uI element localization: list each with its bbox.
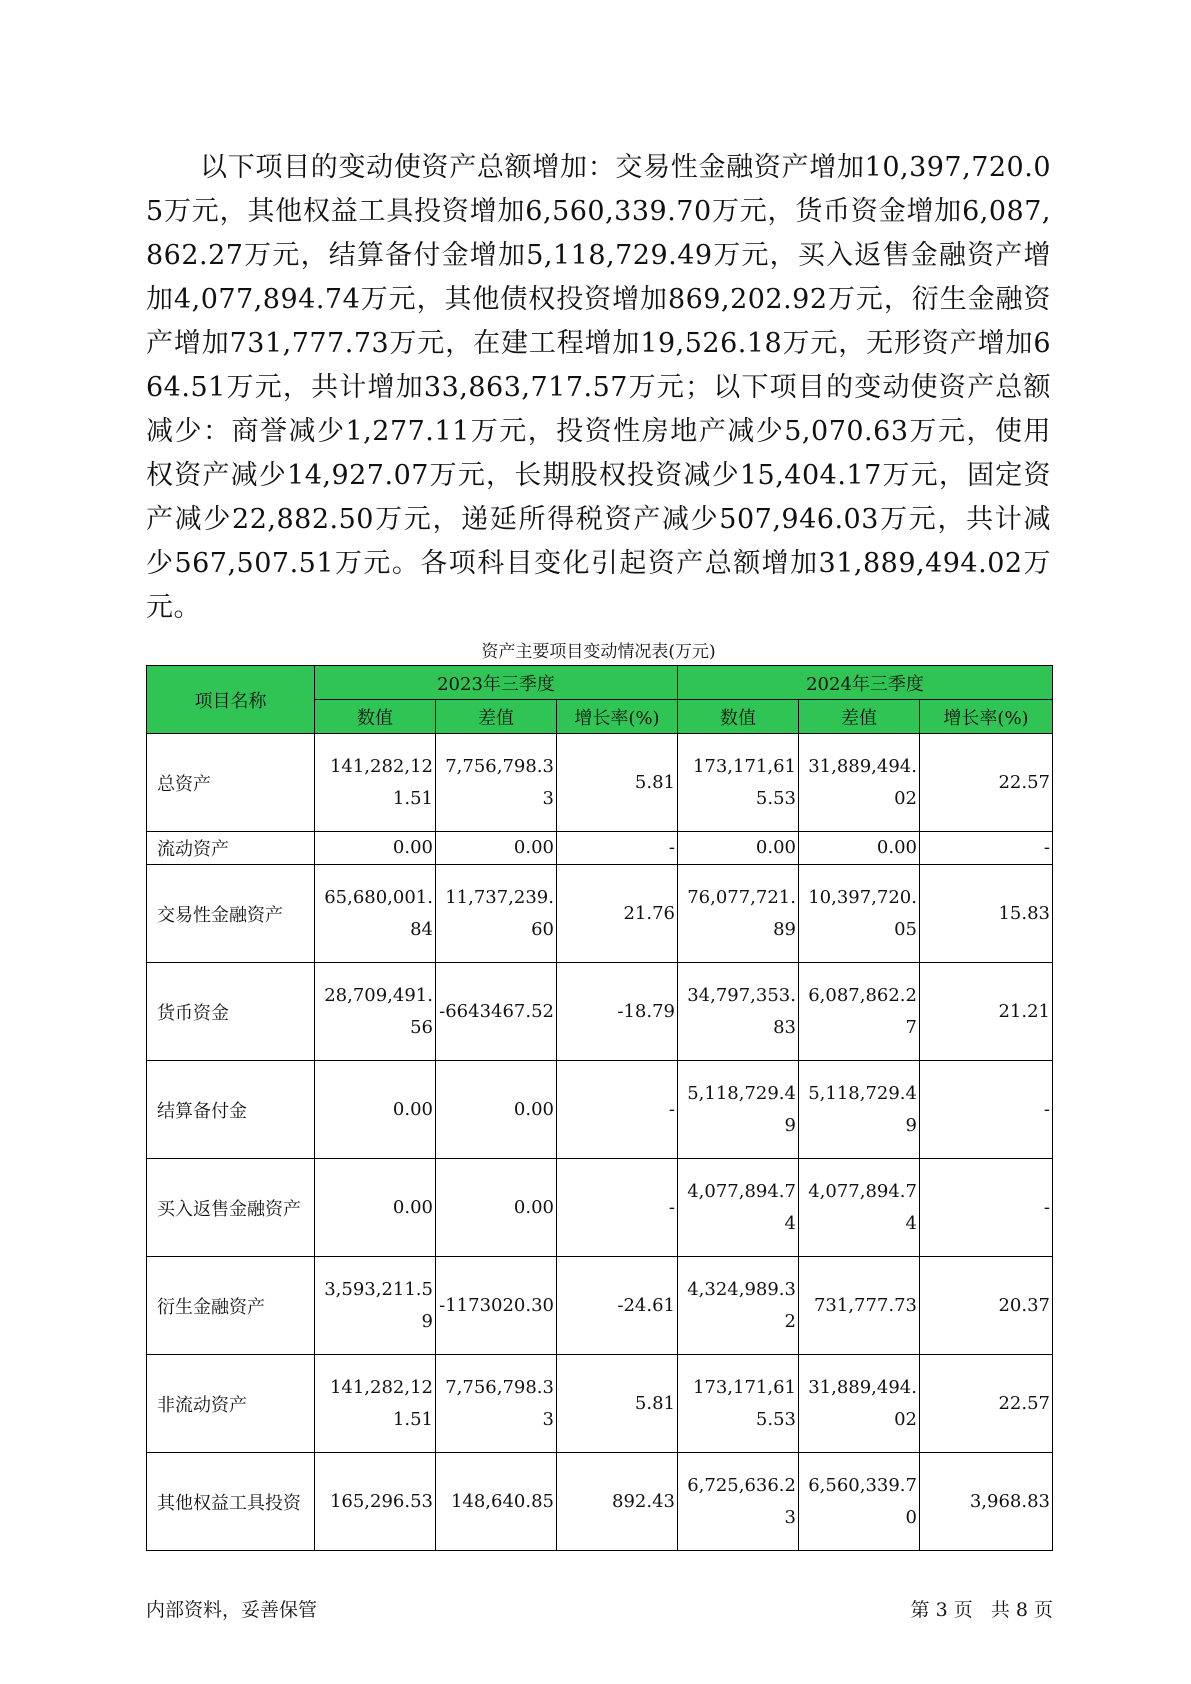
value-2023: 165,296.53 — [315, 1453, 436, 1551]
table-row — [147, 1355, 1053, 1453]
value-2024: 5,118,729.49 — [678, 1061, 799, 1159]
value-2024: 4,324,989.32 — [678, 1257, 799, 1355]
growth-2024: 22.57 — [920, 1355, 1053, 1453]
diff-2023: 0.00 — [436, 1159, 557, 1257]
footer-confidential-note: 内部资料，妥善保管 — [146, 1599, 318, 1621]
value-2023: 0.00 — [315, 832, 436, 865]
table-caption: 资产主要项目变动情况表(万元) — [481, 642, 716, 662]
assets-table — [146, 665, 1053, 1551]
growth-2024: - — [920, 832, 1053, 865]
diff-2024: 4,077,894.74 — [799, 1159, 920, 1257]
value-2023: 3,593,211.59 — [315, 1257, 436, 1355]
row-name: 流动资产 — [147, 832, 315, 865]
diff-2023: 7,756,798.33 — [436, 1355, 557, 1453]
table-row — [147, 832, 1053, 865]
growth-2024: 22.57 — [920, 734, 1053, 832]
growth-2023: -18.79 — [557, 963, 678, 1061]
row-name: 货币资金 — [147, 963, 315, 1061]
diff-2023: 0.00 — [436, 832, 557, 865]
value-2023: 28,709,491.56 — [315, 963, 436, 1061]
diff-2023: -1173020.30 — [436, 1257, 557, 1355]
growth-2023: 5.81 — [557, 734, 678, 832]
header-diff-2023: 差值 — [436, 700, 557, 734]
growth-2023: - — [557, 1061, 678, 1159]
diff-2024: 0.00 — [799, 832, 920, 865]
row-name: 总资产 — [147, 734, 315, 832]
table-row — [147, 963, 1053, 1061]
diff-2023: 0.00 — [436, 1061, 557, 1159]
value-2023: 0.00 — [315, 1159, 436, 1257]
row-name: 非流动资产 — [147, 1355, 315, 1453]
row-name: 其他权益工具投资 — [147, 1453, 315, 1551]
value-2023: 141,282,121.51 — [315, 734, 436, 832]
header-item-name: 项目名称 — [147, 666, 315, 734]
header-period-2023: 2023年三季度 — [315, 666, 678, 700]
growth-2024: - — [920, 1159, 1053, 1257]
growth-2024: 21.21 — [920, 963, 1053, 1061]
value-2023: 0.00 — [315, 1061, 436, 1159]
diff-2024: 5,118,729.49 — [799, 1061, 920, 1159]
value-2023: 141,282,121.51 — [315, 1355, 436, 1453]
growth-2023: 892.43 — [557, 1453, 678, 1551]
row-name: 交易性金融资产 — [147, 865, 315, 963]
header-value-2023: 数值 — [315, 700, 436, 734]
diff-2024: 10,397,720.05 — [799, 865, 920, 963]
growth-2024: 3,968.83 — [920, 1453, 1053, 1551]
body-paragraph: 以下项目的变动使资产总额增加：交易性金融资产增加10,397,720.05万元，其他权益工具投资增加6,560,339.70万元，货币资金增加6,087,862.27万元，结算备付金增加5,118,729.49万元，买入返售金融资产增加4,077,894.74万元，其他债权投资增加869,202.92万元，衍生金融资产增加731,777.73万元，在建工程增加19,526.18万元，无形资产增加664.51万元，共计增加33,863,717.57万元；以下项目的变动使资产总额减少：商誉减少1,277.11万元，投资性房地产减少5,070.63万元，使用权资产减少14,927.07万元，长期股权投资减少15,404.17万元，固定资产减少22,882.50万元，递延所得税资产减少507,946.03万元，共计减少567,507.51万元。各项科目变化引起资产总额增加31,889,494.02万元。 — [146, 152, 1051, 623]
growth-2023: 5.81 — [557, 1355, 678, 1453]
value-2023: 65,680,001.84 — [315, 865, 436, 963]
value-2024: 34,797,353.83 — [678, 963, 799, 1061]
table-row — [147, 1061, 1053, 1159]
footer-page-number: 第 3 页 共 8 页 — [910, 1599, 1053, 1621]
header-growth-2023: 增长率(%) — [557, 700, 678, 734]
header-value-2024: 数值 — [678, 700, 799, 734]
diff-2024: 31,889,494.02 — [799, 1355, 920, 1453]
diff-2023: 7,756,798.33 — [436, 734, 557, 832]
growth-2024: 15.83 — [920, 865, 1053, 963]
diff-2023: 11,737,239.60 — [436, 865, 557, 963]
diff-2024: 6,560,339.70 — [799, 1453, 920, 1551]
value-2024: 4,077,894.74 — [678, 1159, 799, 1257]
table-row — [147, 1257, 1053, 1355]
row-name: 买入返售金融资产 — [147, 1159, 315, 1257]
row-name: 结算备付金 — [147, 1061, 315, 1159]
header-growth-2024: 增长率(%) — [920, 700, 1053, 734]
value-2024: 173,171,615.53 — [678, 734, 799, 832]
table-row — [147, 734, 1053, 832]
table-row — [147, 865, 1053, 963]
growth-2023: 21.76 — [557, 865, 678, 963]
growth-2024: - — [920, 1061, 1053, 1159]
diff-2023: 148,640.85 — [436, 1453, 557, 1551]
growth-2023: -24.61 — [557, 1257, 678, 1355]
diff-2024: 6,087,862.27 — [799, 963, 920, 1061]
diff-2024: 731,777.73 — [799, 1257, 920, 1355]
value-2024: 6,725,636.23 — [678, 1453, 799, 1551]
growth-2024: 20.37 — [920, 1257, 1053, 1355]
value-2024: 76,077,721.89 — [678, 865, 799, 963]
growth-2023: - — [557, 832, 678, 865]
table-row — [147, 1453, 1053, 1551]
table-row — [147, 1159, 1053, 1257]
header-diff-2024: 差值 — [799, 700, 920, 734]
row-name: 衍生金融资产 — [147, 1257, 315, 1355]
header-period-2024: 2024年三季度 — [678, 666, 1053, 700]
value-2024: 173,171,615.53 — [678, 1355, 799, 1453]
diff-2024: 31,889,494.02 — [799, 734, 920, 832]
growth-2023: - — [557, 1159, 678, 1257]
diff-2023: -6643467.52 — [436, 963, 557, 1061]
value-2024: 0.00 — [678, 832, 799, 865]
